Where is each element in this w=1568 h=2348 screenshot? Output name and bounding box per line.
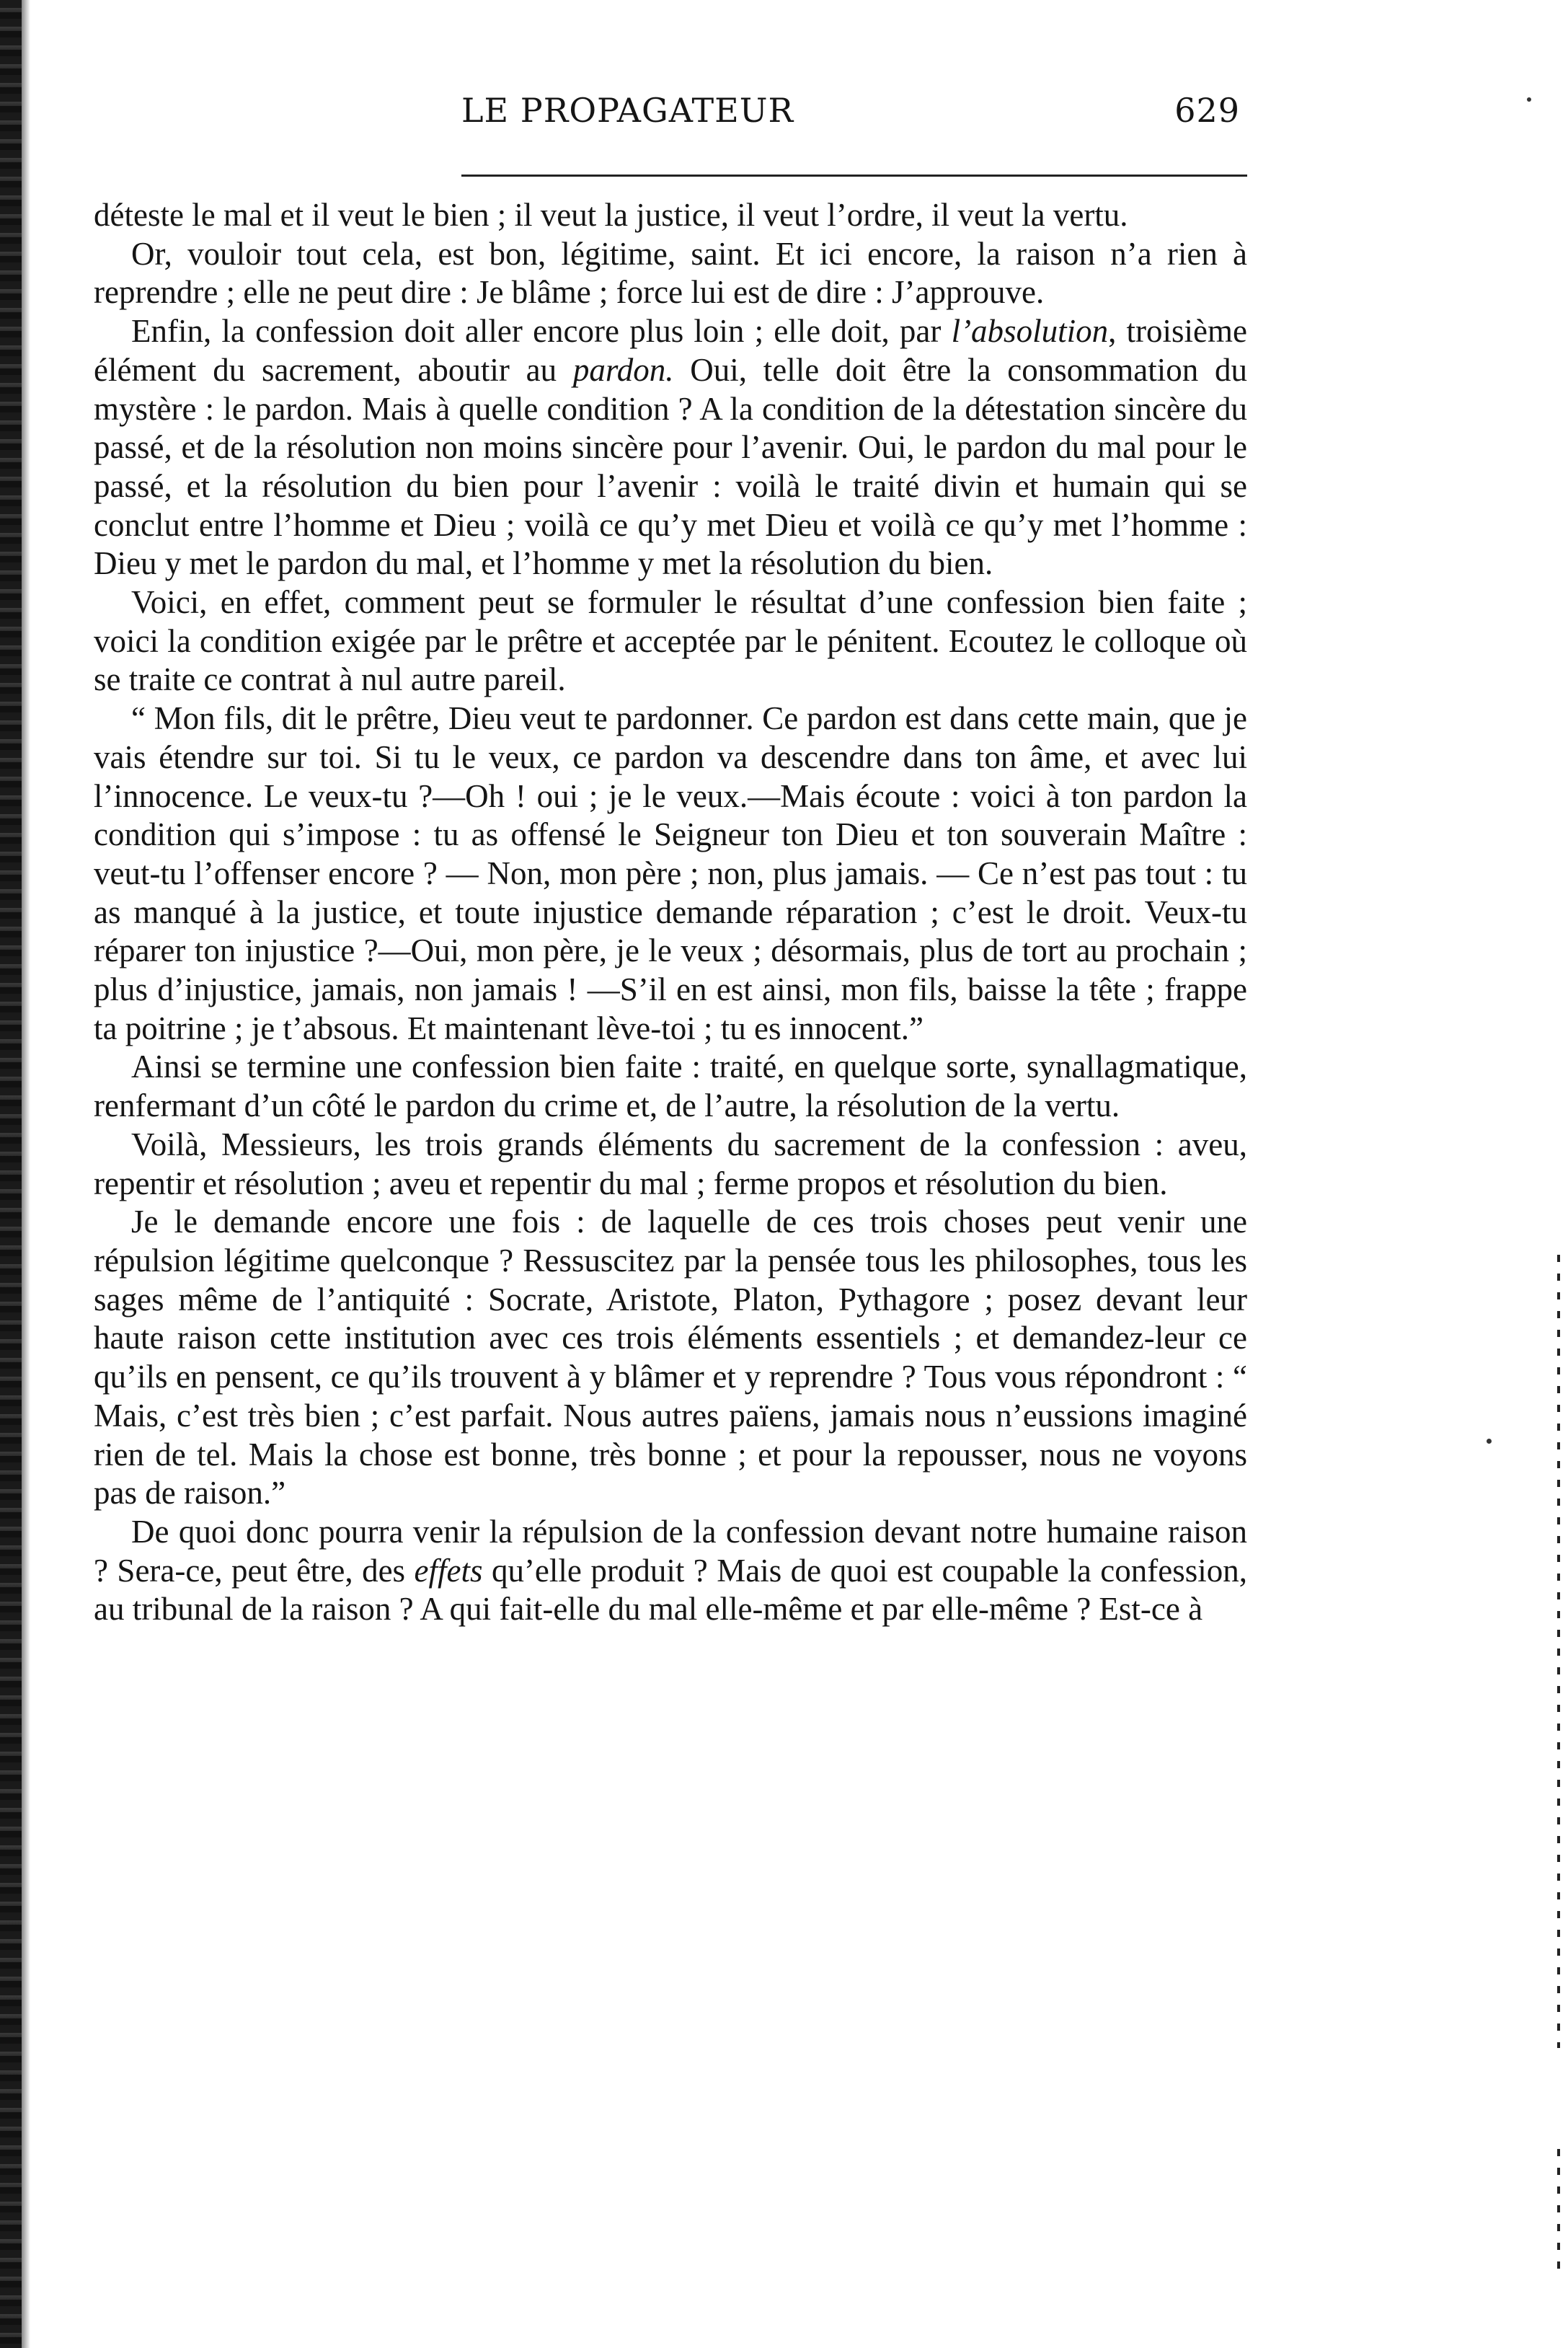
paragraph: [94, 312, 1247, 583]
paragraph: Or, vouloir tout cela, est bon, légitime, saint. Et ici encore, la raison n’a rien à reprendre ; elle ne peut dire : Je blâme ; force lui est de dire : J’approuve.: [94, 235, 1247, 311]
emphasis-pardon: pardon.: [572, 351, 674, 388]
body-text: [94, 196, 1247, 1629]
paragraph: Voilà, Messieurs, les trois grands éléments du sacrement de la confession : aveu, repentir et résolution ; aveu et repentir du mal ; ferme propos et résolution du bien.: [94, 1126, 1247, 1201]
binding-edge: [0, 0, 22, 2348]
text-run: Enfin, la confession doit aller encore plus loin ; elle doit, par: [131, 313, 952, 350]
emphasis-absolution: l’absolution: [951, 313, 1109, 350]
running-head: [461, 91, 1240, 134]
scan-dots: [1557, 2149, 1560, 2279]
paragraph: Ainsi se termine une confession bien faite : traité, en quelque sorte, synallagmatique, renfermant d’un côté le pardon du crime et, de l’autre, la résolution de la vertu.: [94, 1049, 1247, 1124]
paragraph: Je le demande encore une fois : de laquelle de ces trois choses peut venir une répulsion légitime quelconque ? Ressuscitez par la pensée tous les philosophes, tous les sages même de l’antiquité : Socrate, Aristote, Platon, Pythagore ; posez devant leur haute raison cette institution avec ces trois éléments essentiels ; et demandez-leur ce qu’ils en pensent, ce qu’ils trouvent à y blâmer et y reprendre ? Tous vous répondront : “ Mais, c’est très bien ; c’est parfait. Nous autres païens, jamais nous n’eussions imaginé rien de tel. Mais la chose est bonne, très bonne ; et pour la repousser, nous ne voyons pas de raison.”: [94, 1204, 1247, 1511]
header-rule: [461, 175, 1247, 177]
text-run: De quoi donc pourra venir la répulsion de la confession devant notre humaine raison ? Sera-ce, peut être, des: [94, 1513, 1247, 1589]
binding-shadow: [22, 0, 30, 2348]
paragraph: Voici, en effet, comment peut se formuler le résultat d’une confession bien faite ; voici la condition exigée par le prêtre et acceptée par le pénitent. Ecoutez le colloque où se traite ce contrat à nul autre pareil.: [94, 584, 1247, 698]
text-run: , troisième élément du sacrement, aboutir au: [94, 313, 1247, 388]
emphasis-effets: effets: [414, 1552, 483, 1589]
paragraph: [94, 1513, 1247, 1629]
running-title: LE PROPAGATEUR: [461, 91, 794, 130]
paragraph: “ Mon fils, dit le prêtre, Dieu veut te pardonner. Ce pardon est dans cette main, que je vais étendre sur toi. Si tu le veux, ce pardon va descendre dans ton âme, et avec lui l’innocence. Le veux-tu ?—Oh ! oui ; je le veux.—Mais écoute : voici à ton pardon la condition qui s’impose : tu as offensé le Seigneur ton Dieu et ton souverain Maître : veut-tu l’offenser encore ? — Non, mon père ; non, plus jamais. — Ce n’est pas tout : tu as manqué à la justice, et toute injustice demande réparation ; c’est le droit. Veux-tu réparer ton injustice ?—Oui, mon père, je le veux ; désormais, plus de tort au prochain ; plus d’injustice, jamais, non jamais ! —S’il en est ainsi, mon fils, baisse la tête ; frappe ta poitrine ; je t’absous. Et maintenant lève-toi ; tu es innocent.”: [94, 700, 1247, 1046]
scan-dots: [1557, 1255, 1560, 2048]
scan-speck: [1487, 1439, 1492, 1444]
page-number: 629: [1174, 91, 1240, 130]
scan-speck: [1527, 97, 1531, 102]
text-run: qu’elle produit ? Mais de quoi est coupable la confession, au tribunal de la raison ? A qui fait-elle du mal elle-même et par elle-même ? Est-ce à: [94, 1552, 1247, 1628]
text-run: Oui, telle doit être la consommation du mystère : le pardon. Mais à quelle condition ? A la condition de la détestation sincère du passé, et de la résolution non moins sincère pour l’avenir. Oui, le pardon du mal pour le passé, et la résolution du bien pour l’avenir : voilà le traité divin et humain qui se conclut entre l’homme et Dieu ; voilà ce qu’y met Dieu et voilà ce qu’y met l’homme : Dieu y met le pardon du mal, et l’homme y met la résolution du bien.: [94, 351, 1247, 582]
paragraph: déteste le mal et il veut le bien ; il veut la justice, il veut l’ordre, il veut la vertu.: [94, 197, 1128, 233]
